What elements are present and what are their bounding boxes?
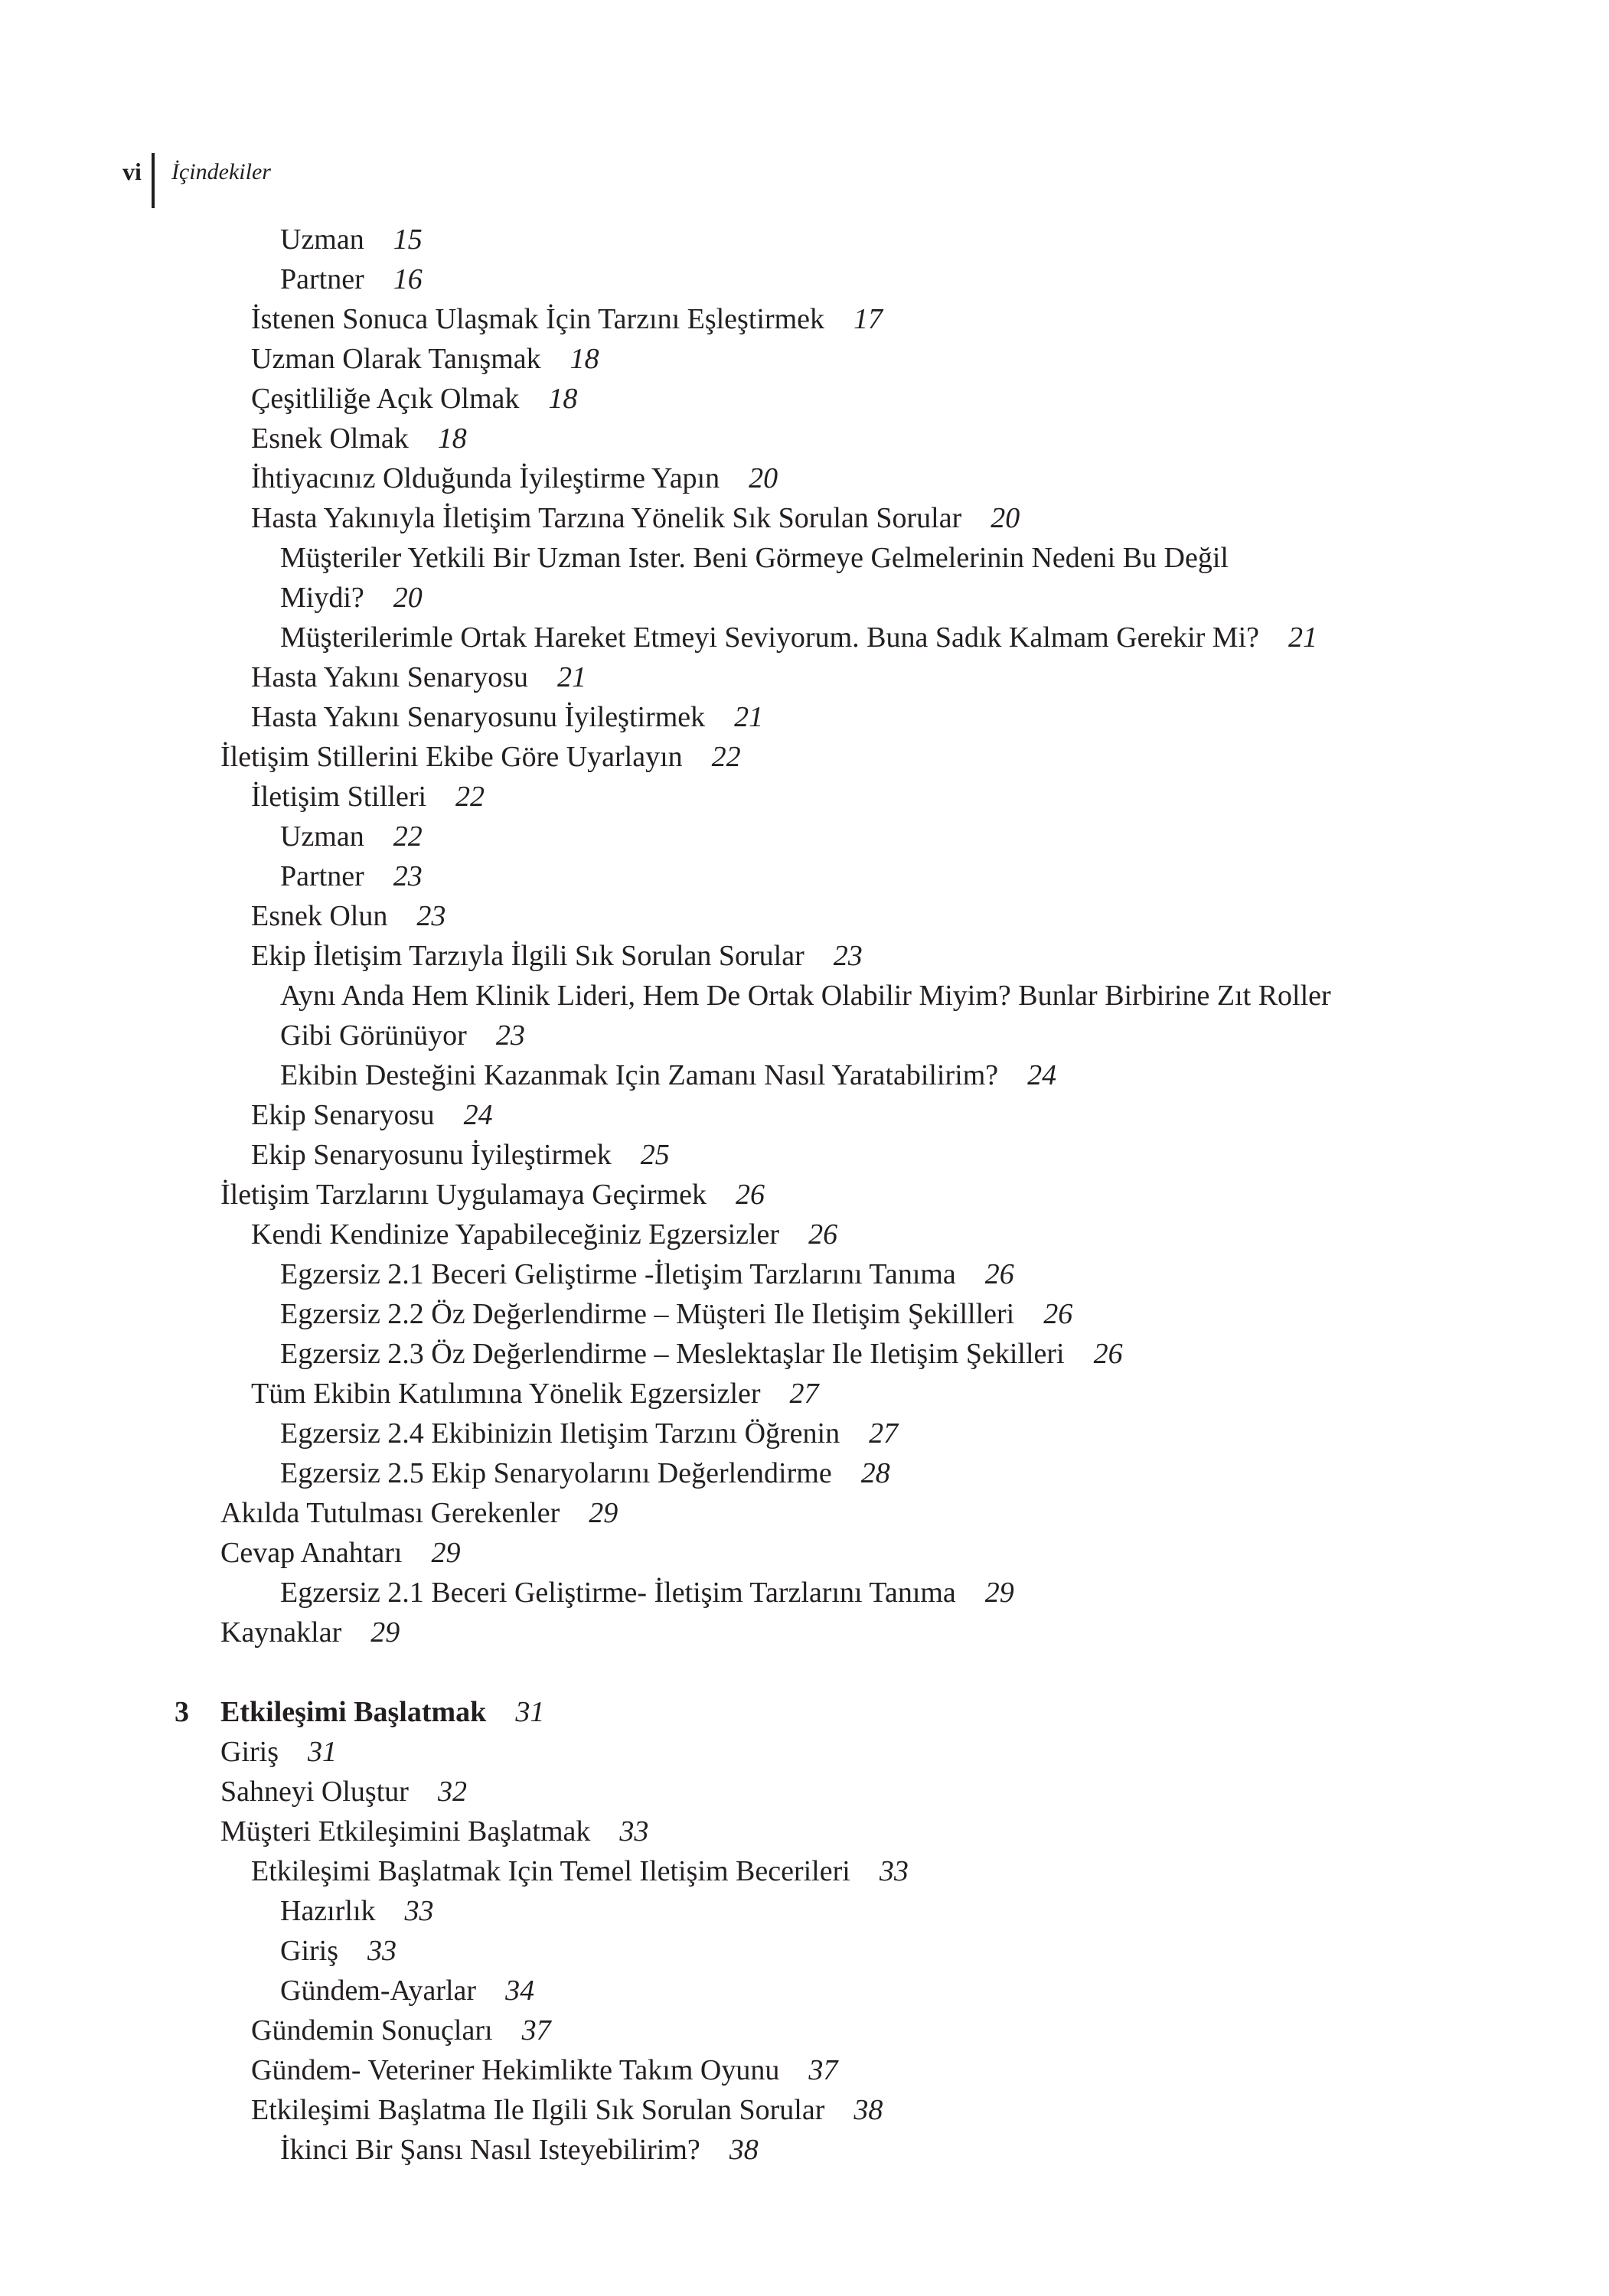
toc-page-number: 26 xyxy=(808,1218,838,1251)
toc-page-number: 15 xyxy=(393,223,423,256)
toc-entry[interactable] xyxy=(280,1294,1072,1334)
toc-page-number: 24 xyxy=(463,1099,493,1131)
toc-entry[interactable] xyxy=(251,498,1020,538)
toc-entry[interactable] xyxy=(220,1732,337,1772)
toc-page-number: 27 xyxy=(869,1417,899,1450)
toc-entry-title: Egzersiz 2.4 Ekibinizin Iletişim Tarzını Öğrenin xyxy=(280,1417,840,1450)
toc-entry-title: Gündemin Sonuçları xyxy=(251,2014,493,2047)
toc-page-number: 23 xyxy=(833,940,863,972)
toc-page-number: 20 xyxy=(991,502,1020,534)
toc-page-number: 21 xyxy=(557,661,587,693)
toc-page-number: 21 xyxy=(734,701,764,733)
chapter-number: 3 xyxy=(175,1696,189,1728)
toc-entry[interactable] xyxy=(251,2090,883,2130)
toc-page-number: 29 xyxy=(431,1537,461,1569)
toc-page-number: 23 xyxy=(393,860,423,892)
toc-entry-title: Uzman Olarak Tanışmak xyxy=(251,343,541,375)
toc-entry-title: Etkileşimi Başlatmak xyxy=(220,1696,487,1728)
toc-page-number: 23 xyxy=(416,900,446,932)
toc-entry[interactable] xyxy=(251,458,778,498)
header-divider xyxy=(152,153,155,208)
toc-entry-title: Hazırlık xyxy=(280,1895,376,1927)
toc-entry-title: Hasta Yakını Senaryosu xyxy=(251,661,529,693)
toc-page-number: 28 xyxy=(860,1457,890,1489)
toc-entry[interactable] xyxy=(280,618,1317,657)
toc-page-number: 29 xyxy=(589,1497,618,1529)
toc-entry-title: Partner xyxy=(280,860,364,892)
toc-entry[interactable] xyxy=(251,896,445,936)
toc-page-number: 21 xyxy=(1288,621,1317,654)
toc-entry[interactable] xyxy=(251,1374,819,1414)
toc-entry[interactable] xyxy=(251,2050,837,2090)
toc-entry[interactable] xyxy=(251,1135,670,1175)
toc-page-number: 22 xyxy=(455,781,485,813)
toc-page-number: 31 xyxy=(515,1696,545,1728)
toc-page-number: 38 xyxy=(729,2134,759,2166)
toc-page-number: 38 xyxy=(853,2094,883,2126)
toc-page-number: 18 xyxy=(548,383,578,415)
toc-entry-title: Gündem- Veteriner Hekimlikte Takım Oyunu xyxy=(251,2054,780,2086)
toc-entry-title: İletişim Tarzlarını Uygulamaya Geçirmek xyxy=(220,1179,707,1211)
toc-page-number: 26 xyxy=(984,1258,1014,1290)
toc-page-number: 26 xyxy=(736,1179,765,1211)
toc-entry-title: Gibi Görünüyor xyxy=(280,1019,467,1052)
toc-entry[interactable] xyxy=(251,339,599,379)
toc-entry-title: Giriş xyxy=(280,1935,338,1967)
toc-entry[interactable] xyxy=(251,1215,837,1254)
toc-entry[interactable] xyxy=(280,1573,1014,1613)
toc-entry-title: Tüm Ekibin Katılımına Yönelik Egzersizler xyxy=(251,1378,761,1410)
toc-entry-title: Ekip Senaryosunu İyileştirmek xyxy=(251,1139,612,1171)
toc-entry-title: İletişim Stilleri xyxy=(251,781,427,813)
toc-chapter-entry[interactable] xyxy=(175,1692,545,1732)
toc-page-number: 33 xyxy=(619,1815,649,1848)
toc-entry[interactable] xyxy=(280,1891,434,1931)
toc-page-number: 17 xyxy=(853,303,883,335)
toc-entry[interactable] xyxy=(280,538,1229,578)
toc-entry-title: Çeşitliliğe Açık Olmak xyxy=(251,383,520,415)
toc-page-number: 26 xyxy=(1043,1298,1073,1330)
toc-entry-title: Uzman xyxy=(280,223,364,256)
toc-entry[interactable] xyxy=(251,1095,493,1135)
section-title: İçindekiler xyxy=(171,159,271,184)
toc-entry-title: Etkileşimi Başlatma Ile Ilgili Sık Sorulan Sorular xyxy=(251,2094,825,2126)
toc-entry[interactable] xyxy=(280,817,423,856)
toc-entry-title: Müşterilerimle Ortak Hareket Etmeyi Seviyorum. Buna Sadık Kalmam Gerekir Mi? xyxy=(280,621,1259,654)
toc-page-number: 26 xyxy=(1093,1338,1123,1370)
toc-page-number: 22 xyxy=(711,741,741,773)
toc-entry-title: Ekip İletişim Tarzıyla İlgili Sık Sorulan Sorular xyxy=(251,940,804,972)
toc-entry-title: İstenen Sonuca Ulaşmak İçin Tarzını Eşleştirmek xyxy=(251,303,825,335)
toc-page-number: 18 xyxy=(437,422,467,455)
toc-page-number: 34 xyxy=(505,1975,535,2007)
page-number: vi xyxy=(122,158,142,185)
toc-entry-title: Hasta Yakını Senaryosunu İyileştirmek xyxy=(251,701,706,733)
toc-entry-title: Akılda Tutulması Gerekenler xyxy=(220,1497,560,1529)
toc-entry-title: Esnek Olun xyxy=(251,900,388,932)
toc-entry[interactable] xyxy=(280,1016,525,1055)
toc-entry-title: Gündem-Ayarlar xyxy=(280,1975,477,2007)
toc-entry[interactable] xyxy=(251,697,763,737)
toc-entry[interactable] xyxy=(280,1414,898,1453)
toc-entry[interactable] xyxy=(251,419,467,458)
toc-entry[interactable] xyxy=(280,1931,397,1971)
toc-entry-title: Miydi? xyxy=(280,582,364,614)
toc-entry-title: Partner xyxy=(280,263,364,295)
toc-page-number: 25 xyxy=(640,1139,670,1171)
toc-entry-title: Ekibin Desteğini Kazanmak Için Zamanı Nasıl Yaratabilirim? xyxy=(280,1059,999,1091)
toc-page-number: 33 xyxy=(879,1855,909,1887)
toc-entry-title: İkinci Bir Şansı Nasıl Isteyebilirim? xyxy=(280,2134,700,2166)
toc-entry[interactable] xyxy=(280,1971,534,2011)
toc-page-number: 33 xyxy=(367,1935,397,1967)
toc-entry[interactable] xyxy=(280,259,423,299)
toc-page-number: 24 xyxy=(1027,1059,1057,1091)
toc-page-number: 37 xyxy=(521,2014,551,2047)
toc-page-number: 27 xyxy=(789,1378,819,1410)
toc-page-number: 20 xyxy=(749,462,778,494)
toc-entry-title: Müşteriler Yetkili Bir Uzman Ister. Beni Görmeye Gelmelerinin Nedeni Bu Değil xyxy=(280,542,1229,574)
toc-entry[interactable] xyxy=(280,1453,890,1493)
toc-entry-title: Hasta Yakınıyla İletişim Tarzına Yönelik Sık Sorulan Sorular xyxy=(251,502,962,534)
toc-entry-title: Sahneyi Oluştur xyxy=(220,1776,409,1808)
toc-entry[interactable] xyxy=(220,1533,460,1573)
toc-entry[interactable] xyxy=(280,2130,759,2170)
toc-page-number: 31 xyxy=(308,1736,337,1768)
toc-entry[interactable] xyxy=(220,1493,618,1533)
toc-entry[interactable] xyxy=(220,1613,400,1652)
toc-entry[interactable] xyxy=(251,1851,909,1891)
toc-entry-title: Kendi Kendinize Yapabileceğiniz Egzersizler xyxy=(251,1218,780,1251)
toc-page-number: 22 xyxy=(393,820,423,853)
toc-entry-title: İletişim Stillerini Ekibe Göre Uyarlayın xyxy=(220,741,683,773)
toc-page-number: 37 xyxy=(808,2054,838,2086)
toc-page-number: 29 xyxy=(370,1616,400,1649)
toc-entry[interactable] xyxy=(280,976,1331,1016)
toc-entry[interactable] xyxy=(280,1334,1123,1374)
toc-entry-title: Uzman xyxy=(280,820,364,853)
toc-entry[interactable] xyxy=(251,936,863,976)
toc-entry-title: Müşteri Etkileşimini Başlatmak xyxy=(220,1815,591,1848)
toc-page-number: 32 xyxy=(437,1776,467,1808)
toc-entry-title: Ekip Senaryosu xyxy=(251,1099,435,1131)
toc-entry-title: Egzersiz 2.2 Öz Değerlendirme – Müşteri Ile Iletişim Şekillleri xyxy=(280,1298,1015,1330)
toc-entry[interactable] xyxy=(280,220,423,259)
toc-entry[interactable] xyxy=(280,1254,1014,1294)
toc-entry[interactable] xyxy=(251,657,586,697)
toc-entry[interactable] xyxy=(251,2011,551,2050)
toc-entry[interactable] xyxy=(251,777,485,817)
toc-entry-title: Esnek Olmak xyxy=(251,422,409,455)
toc-entry[interactable] xyxy=(220,1812,648,1851)
toc-entry[interactable] xyxy=(251,379,577,419)
toc-entry-title: Aynı Anda Hem Klinik Lideri, Hem De Ortak Olabilir Miyim? Bunlar Birbirine Zıt Roller xyxy=(280,980,1331,1012)
toc-entry-title: Etkileşimi Başlatmak Için Temel Iletişim Becerileri xyxy=(251,1855,850,1887)
toc-page-number: 33 xyxy=(404,1895,434,1927)
toc-page-number: 16 xyxy=(393,263,423,295)
toc-entry[interactable] xyxy=(251,299,883,339)
toc-entry-title: Egzersiz 2.1 Beceri Geliştirme -İletişim Tarzlarını Tanıma xyxy=(280,1258,956,1290)
toc-entry[interactable] xyxy=(220,737,741,777)
toc-entry-title: Egzersiz 2.1 Beceri Geliştirme- İletişim Tarzlarını Tanıma xyxy=(280,1577,956,1609)
toc-entry[interactable] xyxy=(220,1175,765,1215)
toc-entry-title: Giriş xyxy=(220,1736,279,1768)
toc-entry-title: Egzersiz 2.3 Öz Değerlendirme – Meslektaşlar Ile Iletişim Şekilleri xyxy=(280,1338,1065,1370)
toc-entry[interactable] xyxy=(280,1055,1056,1095)
toc-entry[interactable] xyxy=(220,1772,467,1812)
toc-entry-title: İhtiyacınız Olduğunda İyileştirme Yapın xyxy=(251,462,720,494)
toc-entry[interactable] xyxy=(280,578,423,618)
toc-entry-title: Kaynaklar xyxy=(220,1616,342,1649)
toc-entry-title: Egzersiz 2.5 Ekip Senaryolarını Değerlendirme xyxy=(280,1457,832,1489)
toc-page-number: 20 xyxy=(393,582,423,614)
toc-entry[interactable] xyxy=(280,856,423,896)
toc-entry-title: Cevap Anahtarı xyxy=(220,1537,403,1569)
toc-page-number: 29 xyxy=(984,1577,1014,1609)
toc-page-number: 23 xyxy=(495,1019,525,1052)
toc-page-number: 18 xyxy=(570,343,599,375)
